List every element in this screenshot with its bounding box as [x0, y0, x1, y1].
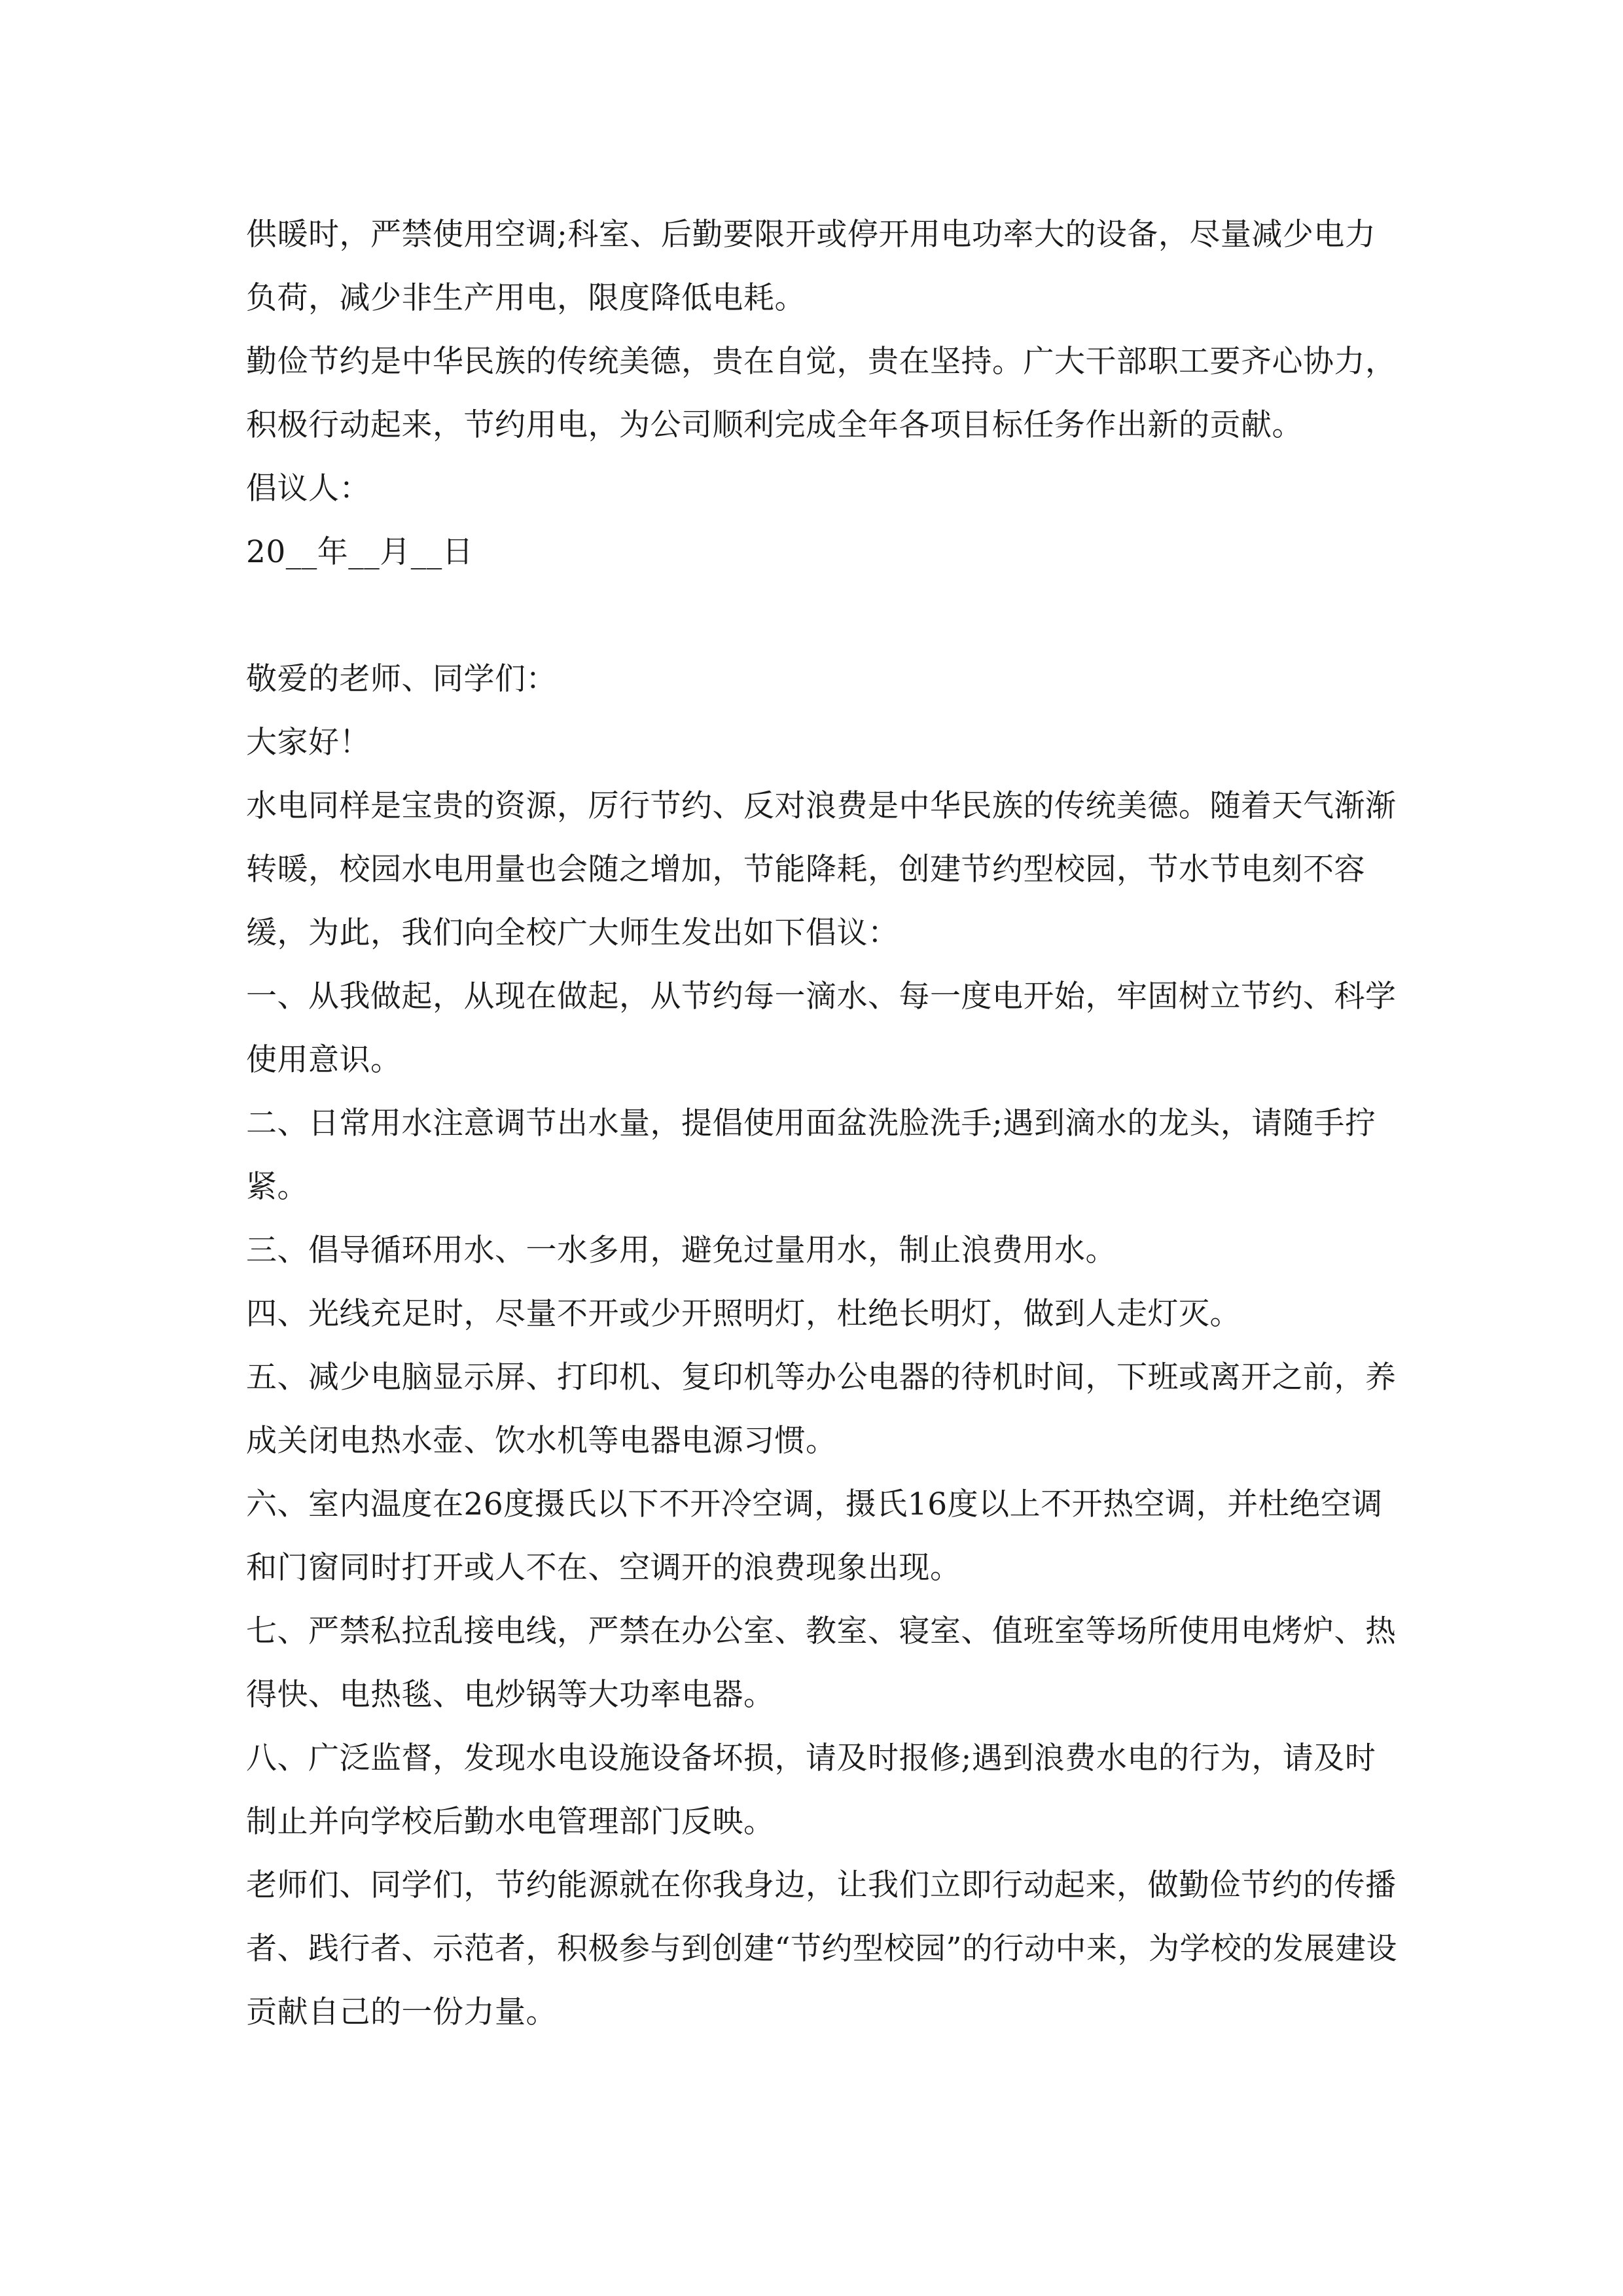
proposal-item-3: 三、倡导循环用水、一水多用，避免过量用水，制止浪费用水。 — [246, 1232, 1116, 1268]
paragraph-thrift-virtue: 勤俭节约是中华民族的传统美德，贵在自觉，贵在坚持。广大干部职工要齐心协力，积极行动起来，节约用电，为公司顺利完成全年各项目标任务作出新的贡献。 — [246, 344, 1397, 443]
proposal-item-6: 六、室内温度在26度摄氏以下不开冷空调，摄氏16度以上不开热空调，并杜绝空调和门窗同时打开或人不在、空调开的浪费现象出现。 — [246, 1486, 1383, 1586]
proposer-label: 倡议人： — [246, 471, 370, 507]
proposal-item-1: 一、从我做起，从现在做起，从节约每一滴水、每一度电开始，牢固树立节约、科学使用意识。 — [246, 978, 1397, 1078]
date-line: 20__年__月__日 — [246, 534, 474, 570]
proposal-item-2: 二、日常用水注意调节出水量，提倡使用面盆洗脸洗手;遇到滴水的龙头，请随手拧紧。 — [246, 1105, 1376, 1205]
intro-paragraph: 水电同样是宝贵的资源，厉行节约、反对浪费是中华民族的传统美德。随着天气渐渐转暖，校园水电用量也会随之增加，节能降耗，创建节约型校园，节水节电刻不容缓，为此，我们向全校广大师生发出如下倡议： — [246, 788, 1397, 951]
document-body — [246, 203, 1398, 2044]
proposal-item-8: 八、广泛监督，发现水电设施设备坏损，请及时报修;遇到浪费水电的行为，请及时制止并向学校后勤水电管理部门反映。 — [246, 1740, 1376, 1840]
section-gap — [246, 584, 1398, 647]
greeting: 大家好！ — [246, 725, 370, 761]
proposal-item-5: 五、减少电脑显示屏、打印机、复印机等办公电器的待机时间，下班或离开之前，养成关闭电热水壶、饮水机等电器电源习惯。 — [246, 1359, 1397, 1459]
salutation: 敬爱的老师、同学们： — [246, 661, 557, 697]
proposal-item-7: 七、严禁私拉乱接电线，严禁在办公室、教室、寝室、值班室等场所使用电烤炉、热得快、电热毯、电炒锅等大功率电器。 — [246, 1613, 1397, 1713]
paragraph-power-saving: 供暖时，严禁使用空调;科室、后勤要限开或停开用电功率大的设备，尽量减少电力负荷，减少非生产用电，限度降低电耗。 — [246, 217, 1376, 316]
closing-paragraph: 老师们、同学们，节约能源就在你我身边，让我们立即行动起来，做勤俭节约的传播者、践行者、示范者，积极参与到创建“节约型校园”的行动中来，为学校的发展建设贡献自己的一份力量。 — [246, 1867, 1398, 2030]
proposal-item-4: 四、光线充足时，尽量不开或少开照明灯，杜绝长明灯，做到人走灯灭。 — [246, 1296, 1241, 1332]
